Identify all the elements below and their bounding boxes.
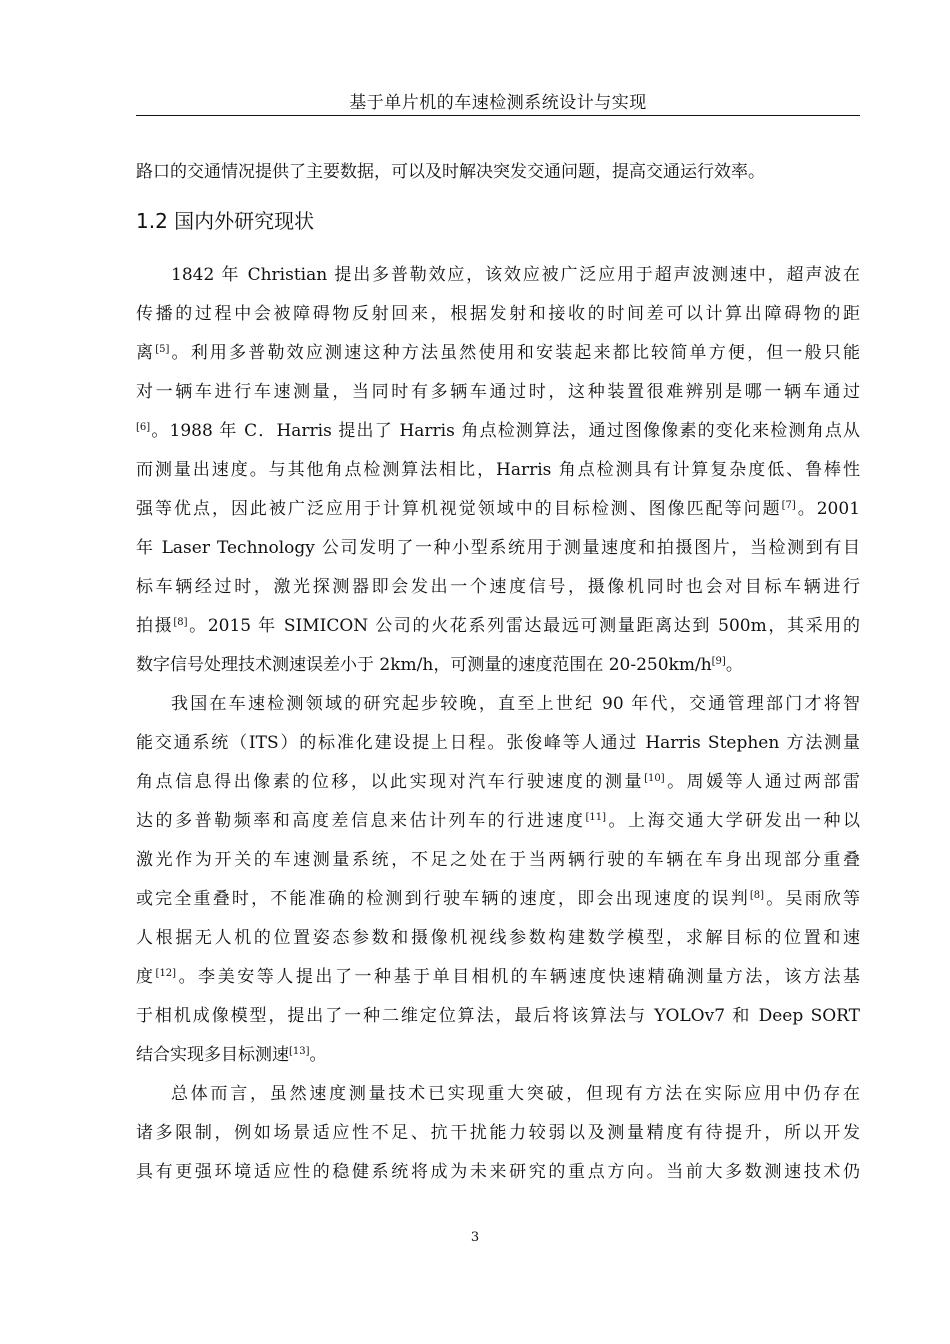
citation: [8] (173, 617, 188, 628)
citation: [7] (781, 500, 796, 511)
text-line (136, 498, 860, 520)
text-line: 人根据无人机的位置姿态参数和摄像机视线参数构建数学模型，求解目标的位置和速 (136, 928, 860, 948)
line-text: 。利用多普勒效应测速这种方法虽然使用和安装起来都比较简单方便，但一般只能 (169, 343, 861, 363)
text-line: 传播的过程中会被障碍物反射回来，根据发射和接收的时间差可以计算出障碍物的距 (136, 304, 860, 324)
line-text: 结合实现多目标测速 (136, 1045, 289, 1065)
text-line (136, 888, 860, 910)
text-line: 1842 年 Christian 提出多普勒效应，该效应被广泛应用于超声波测速中，超声波在 (171, 265, 860, 285)
text-line: 而测量出速度。与其他角点检测算法相比，Harris 角点检测具有计算复杂度低、鲁棒性 (136, 460, 860, 480)
line-text: 。上海交通大学研发出一种以 (605, 811, 860, 831)
line-text: 度 (136, 967, 156, 987)
text-line: 标车辆经过时，激光探测器即会发出一个速度信号，摄像机同时也会对目标车辆进行 (136, 577, 860, 597)
line-text: 。李美安等人提出了一种基于单目相机的车辆速度快速精确测量方法，该方法基 (176, 967, 861, 987)
line-text: 。 (309, 1045, 327, 1065)
line-text: 或完全重叠时，不能准确的检测到行驶车辆的速度，即会出现速度的误判 (136, 889, 750, 909)
text-line: 年 Laser Technology 公司发明了一种小型系统用于测量速度和拍摄图片，当检测到有目 (136, 538, 860, 558)
line-text: 。吴雨欣等 (764, 889, 861, 909)
running-header: 基于单片机的车速检测系统设计与实现 (349, 93, 647, 113)
line-text: 拍摄 (136, 616, 174, 636)
line-text: 。周媛等人通过两部雷 (664, 772, 861, 792)
text-line (136, 966, 860, 988)
citation: [13] (289, 1046, 310, 1057)
line-text: 角点信息得出像素的位移，以此实现对汽车行驶速度的测量 (136, 772, 645, 792)
page-number: 3 (470, 1230, 480, 1245)
text-line: 对一辆车进行车速测量，当同时有多辆车通过时，这种装置很难辨别是哪一辆车通过 (136, 382, 860, 402)
text-line: 总体而言，虽然速度测量技术已实现重大突破，但现有方法在实际应用中仍存在 (171, 1084, 860, 1104)
text-line (136, 615, 860, 637)
line-text: 。2015 年 SIMICON 公司的火花系列雷达最远可测量距离达到 500m，其采用的 (187, 616, 861, 636)
text-line: 我国在车速检测领域的研究起步较晚，直至上世纪 90 年代，交通管理部门才将智 (171, 694, 860, 714)
text-line: 路口的交通情况提供了主要数据，可以及时解决突发交通问题，提高交通运行效率。 (136, 162, 765, 182)
text-line: 诸多限制，例如场景适应性不足、抗干扰能力较弱以及测量精度有待提升，所以开发 (136, 1123, 860, 1143)
citation: [11] (585, 812, 606, 823)
text-line (136, 810, 860, 832)
citation: [12] (155, 968, 177, 979)
citation: [8] (749, 890, 765, 901)
text-line (136, 1044, 860, 1066)
line-text: 达的多普勒频率和高度差信息来估计列车的行进速度 (136, 811, 586, 831)
line-text: 离 (136, 343, 156, 363)
text-line (136, 420, 860, 442)
line-text: 强等优点，因此被广泛应用于计算机视觉领域中的目标检测、图像匹配等问题 (136, 499, 782, 519)
line-text: 。2001 (795, 499, 861, 519)
citation: [5] (155, 344, 170, 355)
line-text: 。 (725, 655, 743, 675)
text-line (136, 654, 860, 676)
header-rule (136, 115, 860, 116)
citation: [6] (136, 422, 151, 433)
text-line: 于相机成像模型，提出了一种二维定位算法，最后将该算法与 YOLOv7 和 Deep SORT (136, 1006, 860, 1026)
line-text: 。1988 年 C．Harris 提出了 Harris 角点检测算法，通过图像像素的变化来检测角点从 (150, 421, 860, 441)
text-line: 能交通系统（ITS）的标准化建设提上日程。张俊峰等人通过 Harris Stephen 方法测量 (136, 733, 860, 753)
text-line (136, 342, 860, 364)
text-line: 激光作为开关的车速测量系统，不足之处在于当两辆行驶的车辆在车身出现部分重叠 (136, 850, 860, 870)
text-line (136, 771, 860, 793)
text-line: 具有更强环境适应性的稳健系统将成为未来研究的重点方向。当前大多数测速技术仍 (136, 1162, 860, 1182)
citation: [9] (711, 656, 726, 667)
section-heading: 1.2 国内外研究现状 (136, 209, 315, 233)
line-text: 数字信号处理技术测速误差小于 2km/h，可测量的速度范围在 20-250km/h (136, 655, 712, 675)
citation: [10] (644, 773, 665, 784)
